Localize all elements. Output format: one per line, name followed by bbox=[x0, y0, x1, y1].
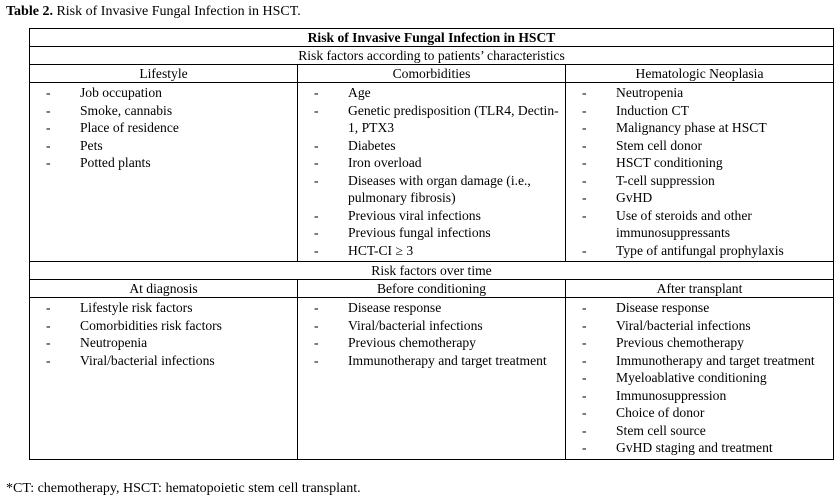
list-item: - Iron overload bbox=[298, 154, 565, 172]
list-item: - GvHD staging and treatment bbox=[566, 439, 833, 457]
risk-table bbox=[29, 28, 834, 460]
list-item: - Smoke, cannabis bbox=[30, 102, 297, 120]
column-header-lifestyle: Lifestyle bbox=[30, 65, 298, 83]
caption-label: Table 2. bbox=[6, 4, 53, 19]
list-item: - Myeloablative conditioning bbox=[566, 369, 833, 387]
list-item: - Diseases with organ damage (i.e., pulmonary fibrosis) bbox=[298, 172, 565, 207]
list-item: - Immunotherapy and target treatment bbox=[566, 352, 833, 370]
column-header-after-transplant: After transplant bbox=[566, 280, 834, 298]
list-item: - Previous chemotherapy bbox=[298, 334, 565, 352]
list-item: - Viral/bacterial infections bbox=[566, 317, 833, 335]
caption-text: Risk of Invasive Fungal Infection in HSCT. bbox=[52, 4, 301, 19]
cell-lifestyle bbox=[30, 83, 298, 262]
table-title: Risk of Invasive Fungal Infection in HSCT bbox=[30, 29, 834, 47]
list-item: - Viral/bacterial infections bbox=[30, 352, 297, 370]
list-item: - Disease response bbox=[566, 299, 833, 317]
list-item: - Previous viral infections bbox=[298, 207, 565, 225]
cell-after-transplant bbox=[566, 298, 834, 460]
list-item: - Previous fungal infections bbox=[298, 224, 565, 242]
footnote: *CT: chemotherapy, HSCT: hematopoietic stem cell transplant. bbox=[6, 481, 361, 496]
cell-comorbidities bbox=[298, 83, 566, 262]
list-item: - Place of residence bbox=[30, 119, 297, 137]
cell-before-conditioning bbox=[298, 298, 566, 460]
table-caption bbox=[6, 4, 301, 20]
list-item: - Age bbox=[298, 84, 565, 102]
list-item: - Pets bbox=[30, 137, 297, 155]
list-item: - Induction CT bbox=[566, 102, 833, 120]
list-item: - HSCT conditioning bbox=[566, 154, 833, 172]
list-before-conditioning bbox=[298, 298, 565, 371]
list-hematologic-neoplasia bbox=[566, 83, 833, 261]
list-item: - Diabetes bbox=[298, 137, 565, 155]
column-header-at-diagnosis: At diagnosis bbox=[30, 280, 298, 298]
list-item: - Neutropenia bbox=[30, 334, 297, 352]
list-item: - Genetic predisposition (TLR4, Dectin-1, PTX3 bbox=[298, 102, 565, 137]
list-item: - Viral/bacterial infections bbox=[298, 317, 565, 335]
cell-hematologic-neoplasia bbox=[566, 83, 834, 262]
list-item: - Use of steroids and other immunosuppressants bbox=[566, 207, 833, 242]
list-item: - Lifestyle risk factors bbox=[30, 299, 297, 317]
list-item: - Stem cell donor bbox=[566, 137, 833, 155]
section-heading-characteristics: Risk factors according to patients’ characteristics bbox=[30, 47, 834, 65]
list-item: - Immunotherapy and target treatment bbox=[298, 352, 565, 370]
list-item: - Type of antifungal prophylaxis bbox=[566, 242, 833, 260]
cell-at-diagnosis bbox=[30, 298, 298, 460]
list-after-transplant bbox=[566, 298, 833, 459]
list-item: - Malignancy phase at HSCT bbox=[566, 119, 833, 137]
list-item: - T-cell suppression bbox=[566, 172, 833, 190]
list-item: - Stem cell source bbox=[566, 422, 833, 440]
list-item: - Potted plants bbox=[30, 154, 297, 172]
list-item: - Previous chemotherapy bbox=[566, 334, 833, 352]
list-item: - GvHD bbox=[566, 189, 833, 207]
list-item: - HCT-CI ≥ 3 bbox=[298, 242, 565, 260]
list-item: - Choice of donor bbox=[566, 404, 833, 422]
list-item: - Job occupation bbox=[30, 84, 297, 102]
column-header-hematologic-neoplasia: Hematologic Neoplasia bbox=[566, 65, 834, 83]
list-lifestyle bbox=[30, 83, 297, 174]
list-item: - Disease response bbox=[298, 299, 565, 317]
section-heading-over-time: Risk factors over time bbox=[30, 262, 834, 280]
list-comorbidities bbox=[298, 83, 565, 261]
list-item: - Neutropenia bbox=[566, 84, 833, 102]
column-header-comorbidities: Comorbidities bbox=[298, 65, 566, 83]
column-header-before-conditioning: Before conditioning bbox=[298, 280, 566, 298]
list-item: - Immunosuppression bbox=[566, 387, 833, 405]
list-at-diagnosis bbox=[30, 298, 297, 371]
list-item: - Comorbidities risk factors bbox=[30, 317, 297, 335]
